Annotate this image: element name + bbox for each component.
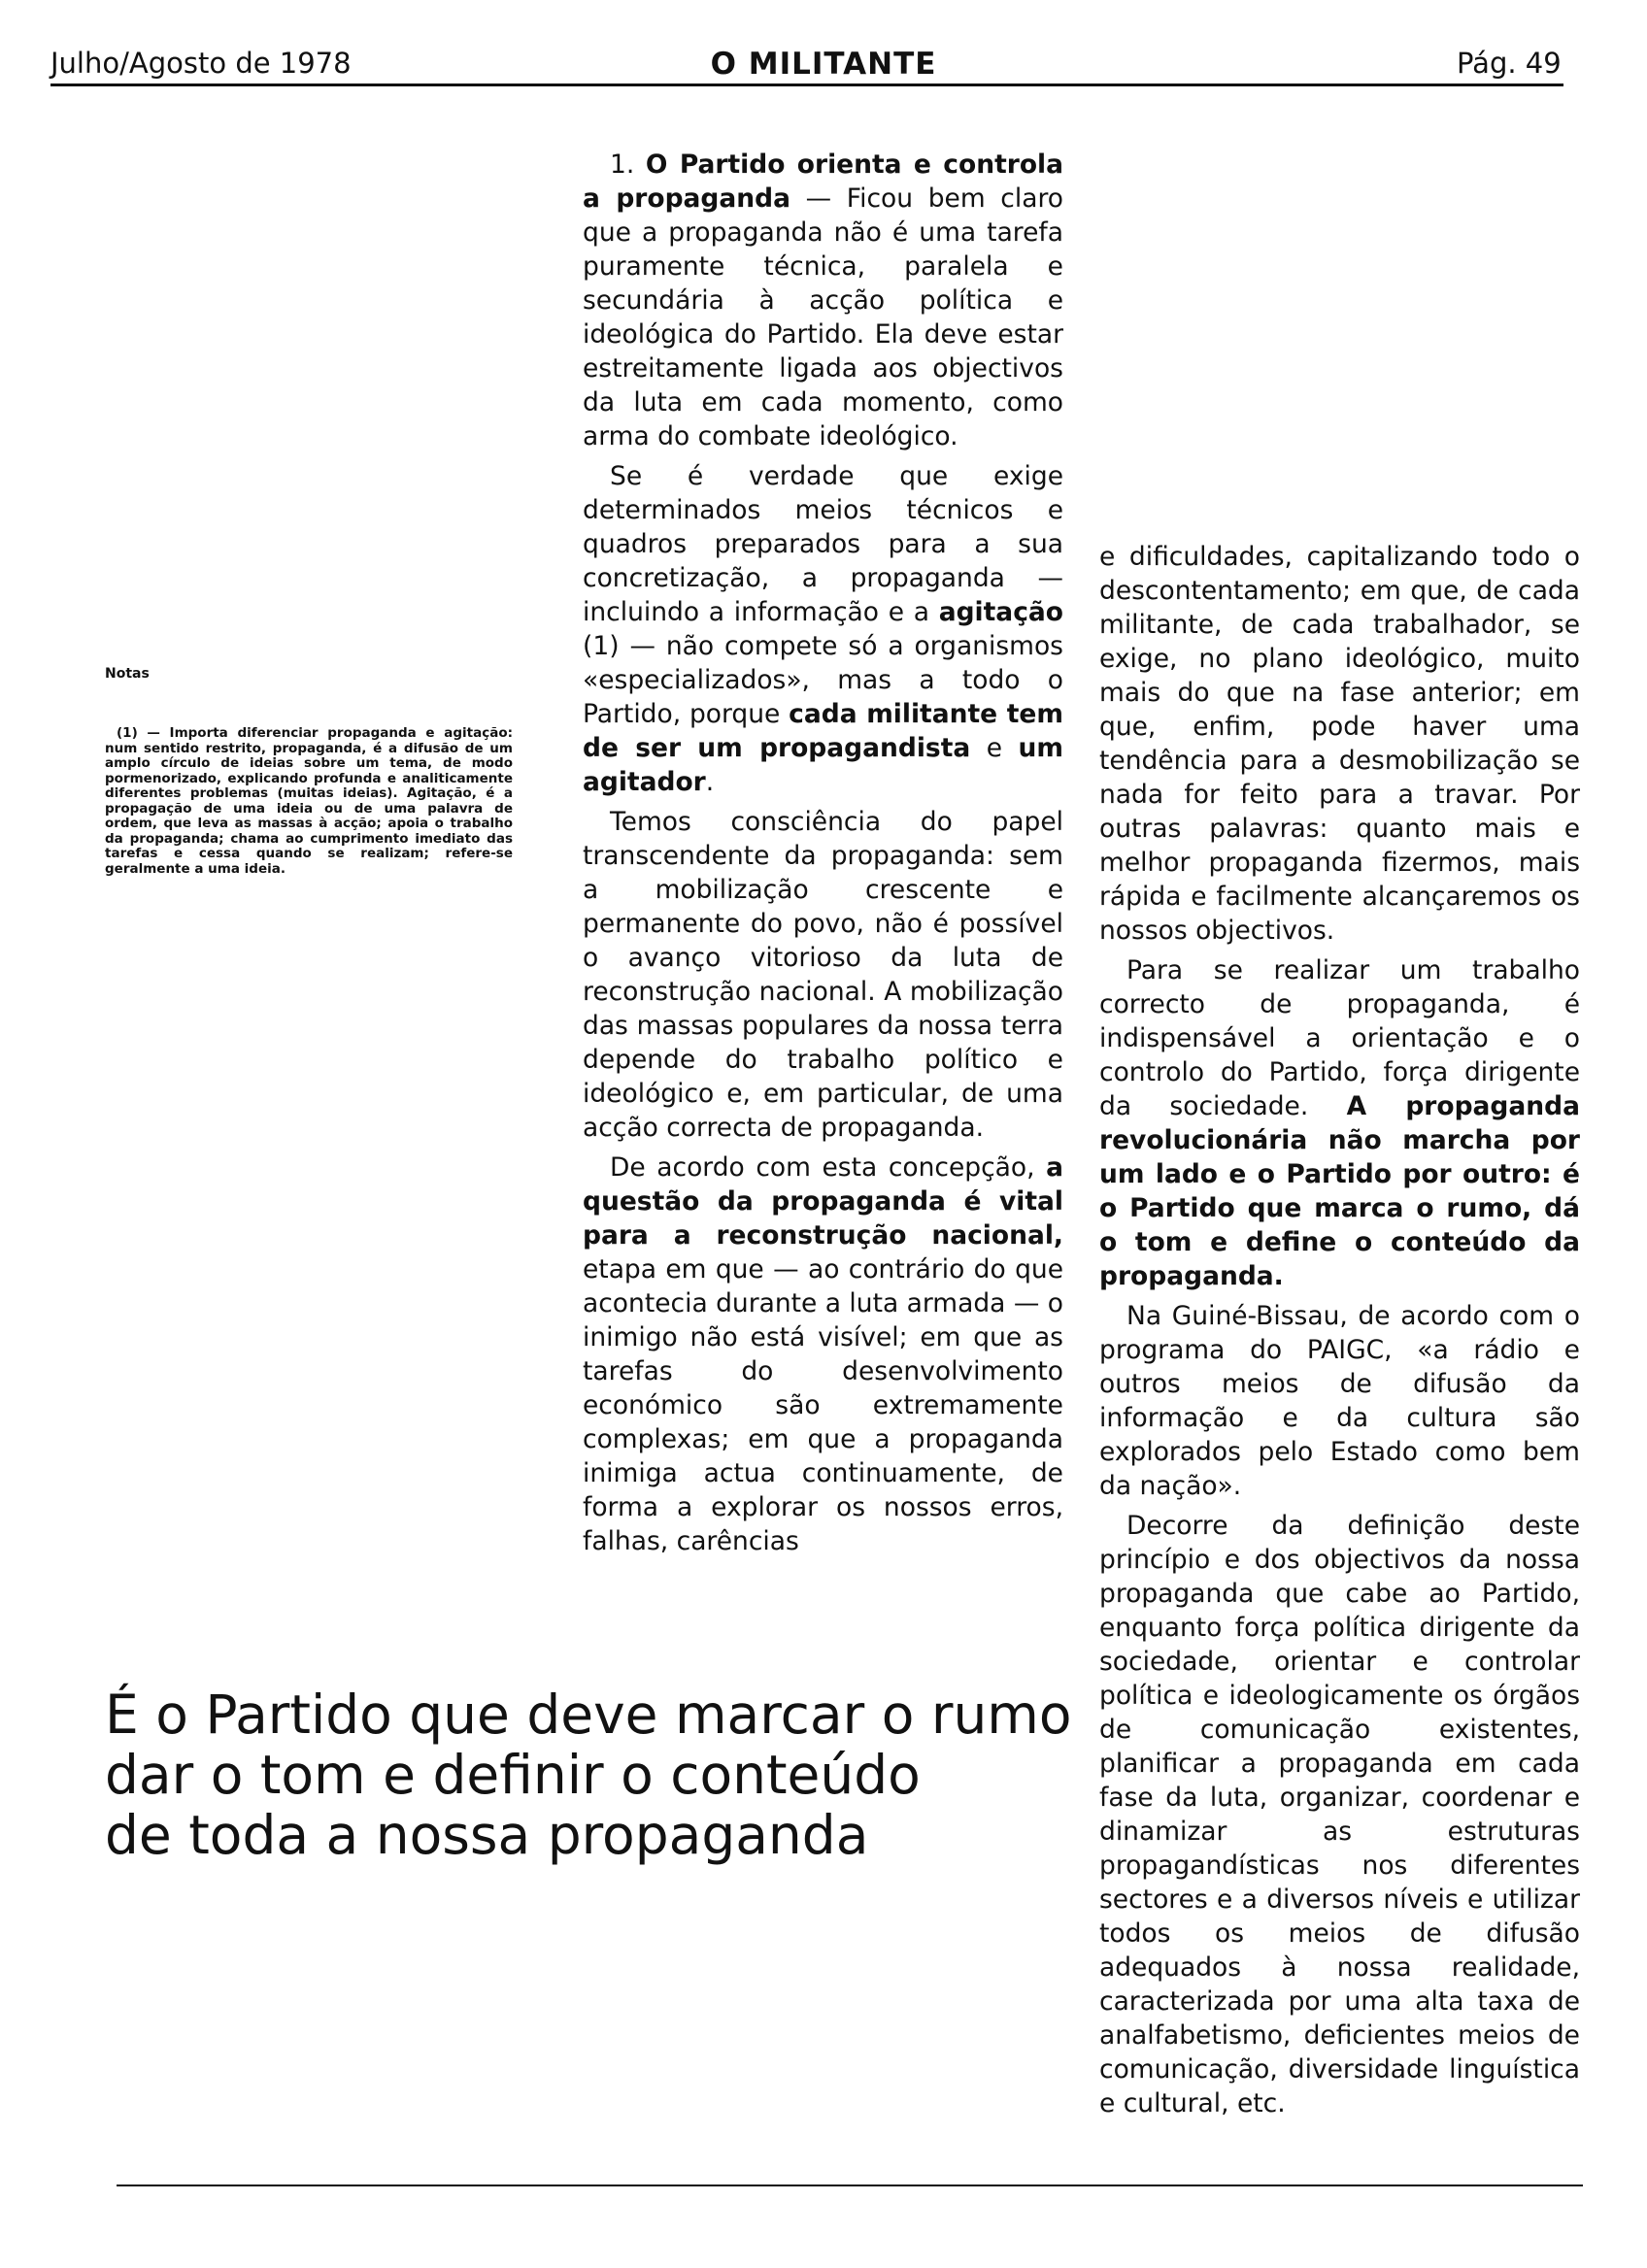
footer-rule xyxy=(117,2185,1583,2186)
headline-line: de toda a nossa propaganda xyxy=(105,1804,869,1866)
paragraph-text: etapa em que — ao contrário do que acontecia durante a luta armada — o inimigo não está visível; em que as tarefas do desenvolvimento económico são extremamente complexas; em que a propaganda inimiga actua continuamente, de forma a explorar os nossos erros, falhas, carências xyxy=(583,1254,1063,1556)
paragraph-text: . xyxy=(705,767,715,797)
pull-quote-headline xyxy=(105,1684,1072,1865)
page-number: Pág. 49 xyxy=(1457,47,1562,80)
emphasized-text: um agitador xyxy=(583,733,1064,797)
article-paragraph xyxy=(1099,953,1580,1293)
paragraph-text: — Ficou bem claro que a propaganda não é uma tarefa puramente técnica, paralela e secundária à acção política e ideológica do Partido. Ela deve estar estreitamente ligada aos objectivos da luta em cada momento, como arma do combate ideológico. xyxy=(583,183,1063,451)
paragraph-text: Temos consciência do papel transcendente da propaganda: sem a mobilização crescente e permanente do povo, não é possível o avanço vitorioso da luta de reconstrução nacional. A mobilização das massas populares da nossa terra depende do trabalho político e ideológico e, em particular, de uma acção correcta de propaganda. xyxy=(583,807,1063,1143)
notes-title: Notas xyxy=(105,666,150,682)
footnotes xyxy=(105,666,513,877)
article-column-2 xyxy=(1099,540,1580,2126)
header-rule xyxy=(50,83,1563,86)
publication-title: O MILITANTE xyxy=(710,47,937,82)
article-paragraph xyxy=(1099,1299,1580,1503)
paragraph-text: (1) — não compete só a organismos «especializados», mas a todo o Partido, porque xyxy=(583,631,1063,729)
issue-date: Julho/Agosto de 1978 xyxy=(50,47,352,80)
paragraph-text: e xyxy=(970,733,1019,763)
emphasized-text: A propaganda revolucionária não marcha por um lado e o Partido por outro: é o Partido que marca o rumo, dá o tom e define o conteúdo da propaganda. xyxy=(1099,1091,1580,1291)
paragraph-text: De acordo com esta concepção, xyxy=(610,1152,1047,1183)
emphasized-text: a questão da propaganda é vital para a reconstrução nacional, xyxy=(583,1152,1063,1251)
article-paragraph xyxy=(583,148,1063,453)
paragraph-text: Para se realizar um trabalho correcto de propaganda, é indispensável a orientação e o controlo do Partido, força dirigente da sociedade. xyxy=(1099,955,1580,1121)
article-paragraph xyxy=(583,805,1063,1145)
emphasized-text: cada militante tem de ser um propagandista xyxy=(583,699,1063,763)
article-paragraph xyxy=(583,459,1063,799)
emphasized-text: agitação xyxy=(938,597,1063,627)
paragraph-text: Decorre da definição deste princípio e dos objectivos da nossa propaganda que cabe ao Partido, enquanto força política dirigente da sociedade, orientar e controlar política e ideologicamente os órgãos de comunicação existentes, planificar a propaganda em cada fase da luta, organizar, coordenar e dinamizar as estruturas propagandísticas nos diferentes sectores e a diversos níveis e utilizar todos os meios de difusão adequados à nossa realidade, caracterizada por uma alta taxa de analfabetismo, deficientes meios de comunicação, diversidade linguística e cultural, etc. xyxy=(1099,1511,1580,2118)
footnote-1: (1) — Importa diferenciar propaganda e agitação: num sentido restrito, propaganda, é a difusão de um amplo círculo de ideias sobre um tema, de modo pormenorizado, explicando profunda e analiticamente diferentes problemas (muitas ideias). Agitação, é a propagação de uma ideia ou de uma palavra de ordem, que leva as massas à acção; apoia o trabalho da propaganda; chama ao cumprimento imediato das tarefas e cessa quando se realizam; refere-se geralmente a uma ideia. xyxy=(105,725,513,877)
article-column-1 xyxy=(583,148,1063,1564)
headline-line: É o Partido que deve marcar o rumo xyxy=(105,1684,1072,1746)
article-paragraph xyxy=(583,1151,1063,1558)
headline-line: dar o tom e definir o conteúdo xyxy=(105,1744,921,1806)
paragraph-text: e dificuldades, capitalizando todo o descontentamento; em que, de cada militante, de cada trabalhador, se exige, no plano ideológico, muito mais do que na fase anterior; em que, enfim, pode haver uma tendência para a desmobilização se nada for feito para a travar. Por outras palavras: quanto mais e melhor propaganda fizermos, mais rápida e facilmente alcançaremos os nossos objectivos. xyxy=(1099,542,1580,946)
emphasized-text: O Partido orienta e controla a propaganda xyxy=(583,150,1063,214)
article-paragraph xyxy=(1099,1509,1580,2120)
paragraph-text: Na Guiné-Bissau, de acordo com o programa do PAIGC, «a rádio e outros meios de difusão da informação e da cultura são explorados pelo Estado como bem da nação». xyxy=(1099,1301,1580,1501)
paragraph-text: Se é verdade que exige determinados meios técnicos e quadros preparados para a sua concretização, a propaganda — incluindo a informação e a xyxy=(583,461,1063,627)
article-paragraph xyxy=(1099,540,1580,948)
paragraph-text: 1. xyxy=(610,150,646,180)
